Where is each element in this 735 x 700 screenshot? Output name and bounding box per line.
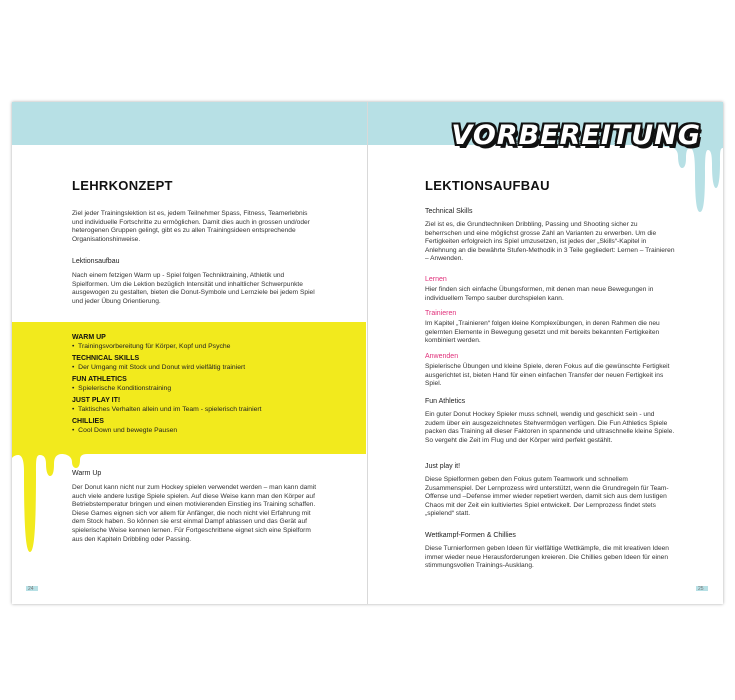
book-spread [12, 102, 723, 604]
wettkampf-heading: Wettkampf-Formen & Chillies [425, 532, 516, 539]
page-gutter [367, 102, 368, 604]
lektionsaufbau-heading: Lektionsaufbau [72, 258, 120, 265]
highlight-heading: JUST PLAY IT! [72, 397, 121, 404]
technical-text: Ziel ist es, die Grundtechniken Dribbling, Passing und Shooting sicher zu beherrschen und eine möglichst grosse Zahl an Varianten zu erwerben. Um die Fertigkeiten erfolgreich ins Spiel umzusetzen, ist jedes der „Skills“-Kapitel in Anlehnung an die bewährte Stufen-Methodik in 3 Teile gegliedert: Lernen – Trainieren – Anwenden. [425, 221, 675, 263]
highlight-heading: TECHNICAL SKILLS [72, 355, 140, 362]
highlight-desc: Cool Down und bewegte Pausen [78, 427, 178, 434]
bullet: • [72, 427, 75, 434]
highlight-desc: Taktisches Verhalten allein und im Team - spielerisch trainiert [78, 406, 262, 413]
highlight-heading: FUN ATHLETICS [72, 376, 127, 383]
bullet: • [72, 364, 75, 371]
highlight-list [72, 330, 362, 435]
left-intro-text: Ziel jeder Trainingslektion ist es, jedem Teilnehmer Spass, Fitness, Teamerlebnis und individuelle Fortschritte zu ermöglichen. Damit dies auch in grossen und/oder heterogenen Gruppen gelingt, gibt es zu allen Trainingsideen entsprechende Organisationshinweise. [72, 210, 310, 243]
banner-title: VORBEREITUNG [451, 120, 701, 151]
technical-heading: Technical Skills [425, 208, 473, 215]
highlight-text [72, 405, 362, 414]
bullet: • [72, 343, 75, 350]
highlight-text [72, 426, 362, 435]
highlight-item [72, 396, 362, 414]
right-page-title: LEKTIONSAUFBAU [425, 178, 550, 193]
highlight-desc: Spielerische Konditionstraining [78, 385, 172, 392]
lernen-text: Hier finden sich einfache Übungsformen, mit denen man neue Bewegungen in individuellem Tempo sauber durchspielen kann. [425, 286, 654, 302]
lernen-heading: Lernen [425, 276, 447, 283]
anwenden-text: Spielerische Übungen und kleine Spiele, deren Fokus auf die gewünschte Fertigkeit ausgerichtet ist, bieten Hand für einen einfachen Transfer der neuen Fertigkeit ins Spiel. [425, 363, 670, 388]
bullet: • [72, 406, 75, 413]
just-play-text: Diese Spielformen geben den Fokus gutem Teamwork und schnellem Zusammenspiel. Der Lernprozess wird unterstützt, wenn die Grundregeln für Team-Offense und –Defense immer wieder repetiert werden, damit sich aus dem lustigen Chaos mit der Zeit ein kultiviertes Spiel entwickelt. Der Lernprozess findet stets „spielend“ statt. [425, 476, 669, 518]
trainieren-heading: Trainieren [425, 310, 457, 317]
highlight-heading: WARM UP [72, 334, 106, 341]
just-play-heading: Just play it! [425, 463, 461, 470]
left-page-number: 24 [28, 586, 34, 592]
bullet: • [72, 385, 75, 392]
highlight-text [72, 384, 362, 393]
left-page-title: LEHRKONZEPT [72, 178, 173, 193]
highlight-desc: Trainingsvorbereitung für Körper, Kopf und Psyche [78, 343, 231, 350]
fun-athletics-text: Ein guter Donut Hockey Spieler muss schnell, wendig und geschickt sein - und zudem über ein ausgezeichnetes Stehvermögen verfügen. Die Fun Athletics Spiele packen das Training all dieser Faktoren in spannende und ultraschnelle kleine Spiele. So vergeht die Zeit im Flug und der Körper wird perfekt gestählt. [425, 411, 675, 444]
wettkampf-text: Diese Turnierformen geben Ideen für vielfältige Wettkämpfe, die mit kreativen Ideen immer wieder neue Herausforderungen kreieren. Die Chillies geben Ideen für einen stimmungsvollen Trainings-Ausklang. [425, 545, 669, 570]
blue-drips [662, 142, 723, 217]
right-page-number: 25 [698, 586, 704, 592]
highlight-item [72, 354, 362, 372]
fun-athletics-heading: Fun Athletics [425, 398, 466, 405]
highlight-item [72, 333, 362, 351]
lektionsaufbau-text: Nach einem fetzigen Warm up - Spiel folgen Techniktraining, Athletik und Spielformen. Um die Lektion bezüglich Intensität und inhaltlicher Schwerpunkte ausgewogen zu gestalten, bieten die Donut-Symbole und Lernziele bei jedem Spiel und jeder Übung Orientierung. [72, 272, 315, 305]
highlight-text [72, 363, 362, 372]
anwenden-heading: Anwenden [425, 353, 459, 360]
highlight-text [72, 342, 362, 351]
trainieren-text: Im Kapitel „Trainieren“ folgen kleine Komplexübungen, in deren Rahmen die neu gelernten Elemente in Bewegung gesetzt und mit bereits bekannten Fertigkeiten kombiniert werden. [425, 320, 660, 345]
warmup-text: Der Donut kann nicht nur zum Hockey spielen verwendet werden – man kann damit auch viele andere lustige Spiele spielen. Auf diese Weise kann man den Körper auf Betriebstemperatur bringen und einen motivierenden Einstieg ins Training schaffen. Diese Games eignen sich vor allem für Anfänger, die noch nicht viel Erfahrung mit dem Stock haben. So können sie erst einmal Dampf ablassen und das Gerät auf spielerische Weise kennen lernen. Für Fortgeschrittene eignet sich eine Spielform aus den Kapiteln Dribbling oder Passing. [72, 484, 317, 543]
highlight-item [72, 375, 362, 393]
warmup-heading: Warm Up [72, 470, 102, 477]
highlight-heading: CHILLIES [72, 418, 104, 425]
highlight-item [72, 417, 362, 435]
highlight-desc: Der Umgang mit Stock und Donut wird vielfältig trainiert [78, 364, 246, 371]
